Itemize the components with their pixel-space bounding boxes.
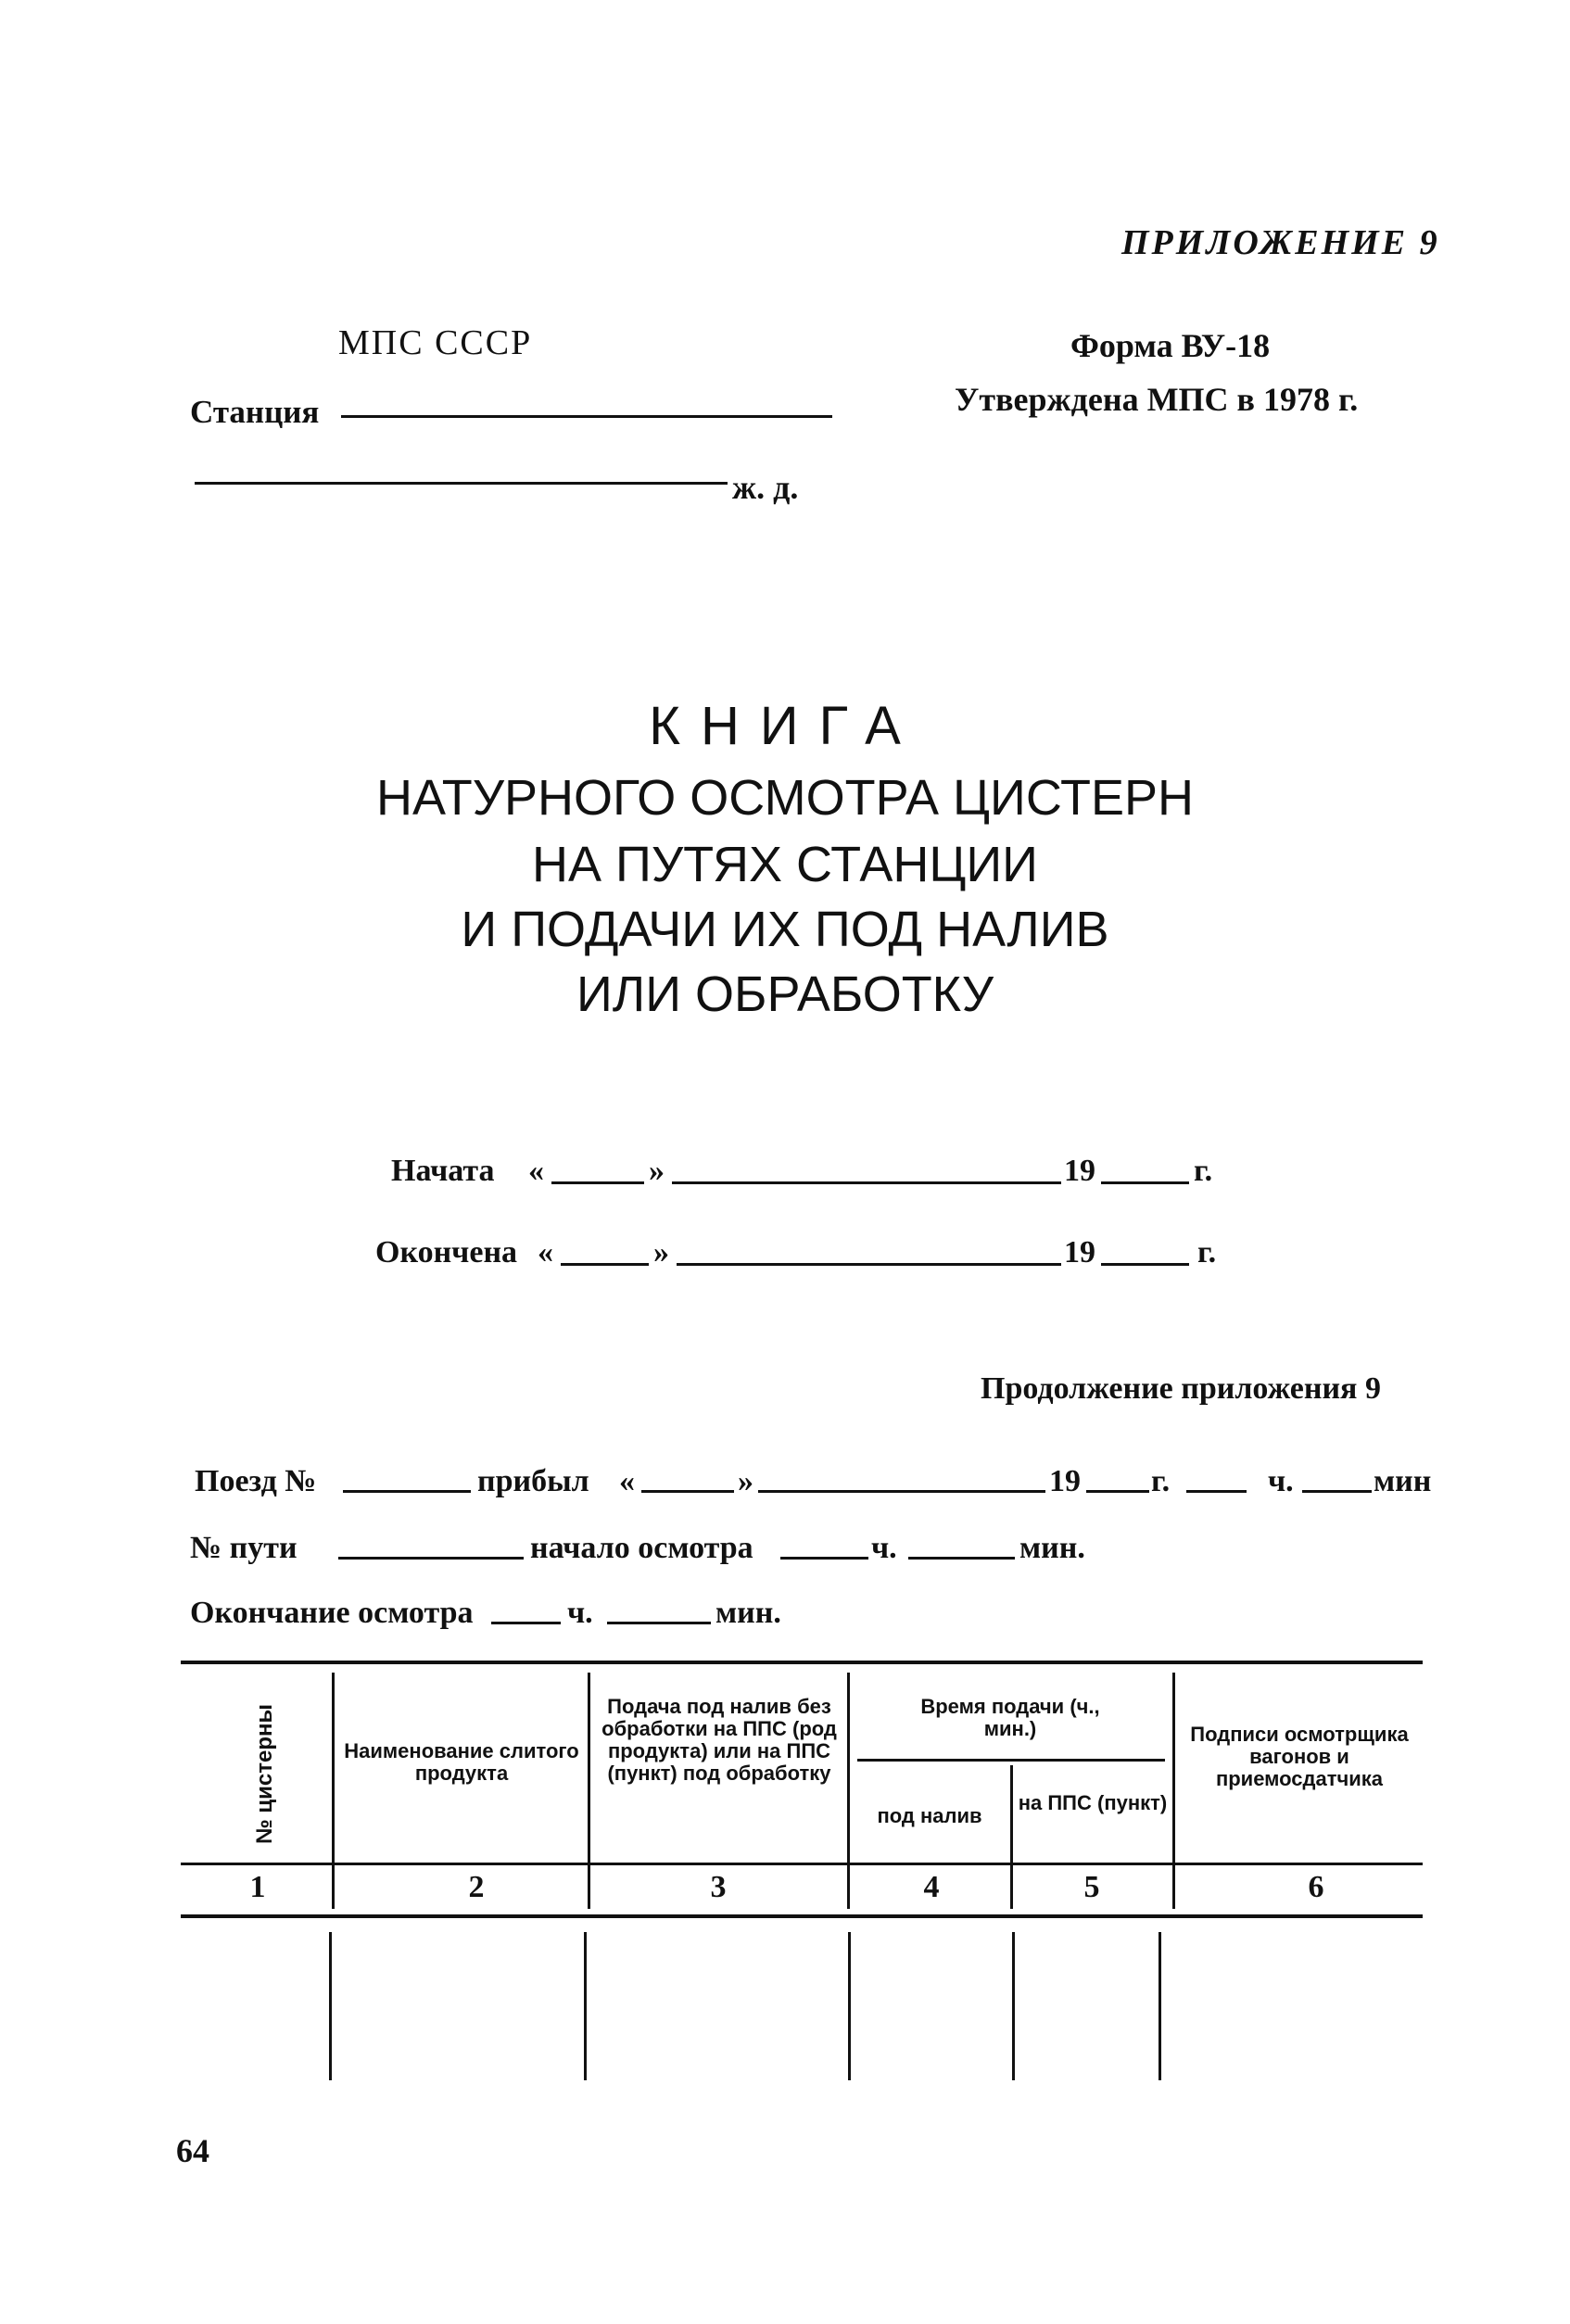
arrived-minutes-label: мин — [1374, 1464, 1432, 1498]
inspection-end-minutes-line[interactable] — [607, 1622, 711, 1624]
inspection-start-hours-line[interactable] — [780, 1557, 868, 1560]
arrived-quote-close: » — [738, 1464, 753, 1498]
table-vrule-5 — [1172, 1673, 1175, 1909]
col-number-4: 4 — [923, 1870, 940, 1904]
finished-quote-open: « — [538, 1235, 553, 1269]
table-subgroup-rule — [857, 1759, 1165, 1762]
table-body-vrule-4 — [1012, 1932, 1015, 2080]
table-vrule-4 — [1010, 1765, 1013, 1909]
title-line-1: КНИГА — [649, 696, 921, 756]
col-header-product-name: Наименование слитого продукта — [344, 1739, 579, 1785]
col-header-tank-number: № цистерны — [252, 1703, 277, 1844]
arrived-year-suffix: г. — [1151, 1464, 1171, 1498]
arrived-quote-open: « — [619, 1464, 635, 1498]
approval-note: Утверждена МПС в 1978 г. — [955, 381, 1359, 418]
station-blank-line[interactable] — [341, 415, 832, 418]
appendix-label: ПРИЛОЖЕНИЕ 9 — [1121, 223, 1440, 262]
title-line-2: НАТУРНОГО ОСМОТРА ЦИСТЕРН — [375, 770, 1195, 826]
col-number-3: 3 — [710, 1870, 727, 1904]
started-year-line[interactable] — [1101, 1181, 1189, 1184]
inspection-end-label: Окончание осмотра — [190, 1596, 474, 1630]
started-month-line[interactable] — [672, 1181, 1061, 1184]
finished-year-suffix: г. — [1197, 1235, 1217, 1269]
col-header-signatures: Подписи осмотрщика вагонов и приемосдатчика — [1190, 1723, 1409, 1790]
inspection-end-minutes-label: мин. — [715, 1596, 781, 1630]
col-number-5: 5 — [1083, 1870, 1100, 1904]
table-vrule-2 — [588, 1673, 590, 1909]
table-header-rule — [181, 1863, 1423, 1865]
inspection-start-hours-label: ч. — [871, 1531, 897, 1565]
train-label: Поезд № — [195, 1464, 317, 1498]
railway-blank-line[interactable] — [195, 482, 728, 485]
col-number-6: 6 — [1308, 1870, 1324, 1904]
form-code: Форма ВУ-18 — [1070, 327, 1271, 364]
track-number-line[interactable] — [338, 1557, 524, 1560]
title-line-5: ИЛИ ОБРАБОТКУ — [576, 966, 994, 1022]
started-day-line[interactable] — [551, 1181, 644, 1184]
started-year-prefix: 19 — [1064, 1154, 1095, 1188]
table-body-vrule-1 — [329, 1932, 332, 2080]
col-number-1: 1 — [249, 1870, 266, 1904]
started-label: Начата — [391, 1154, 495, 1188]
station-label: Станция — [190, 394, 320, 430]
arrived-day-line[interactable] — [641, 1490, 734, 1493]
title-line-3: НА ПУТЯХ СТАНЦИИ — [532, 837, 1038, 892]
table-number-rule — [181, 1914, 1423, 1918]
table-top-rule — [181, 1661, 1423, 1664]
started-year-suffix: г. — [1194, 1154, 1213, 1188]
col-header-supply: Подача под налив без обработки на ППС (род продукта) или на ППС (пункт) под обработку — [601, 1695, 837, 1785]
inspection-start-minutes-label: мин. — [1019, 1531, 1085, 1565]
arrived-hours-line[interactable] — [1186, 1490, 1247, 1493]
arrived-year-line[interactable] — [1086, 1490, 1149, 1493]
col-number-2: 2 — [468, 1870, 485, 1904]
finished-year-prefix: 19 — [1064, 1235, 1095, 1269]
table-vrule-1 — [332, 1673, 335, 1909]
arrived-month-line[interactable] — [758, 1490, 1045, 1493]
continuation-label: Продолжение приложения 9 — [981, 1371, 1381, 1406]
ministry-label: МПС СССР — [338, 323, 533, 362]
table-body-vrule-3 — [848, 1932, 851, 2080]
arrived-hours-label: ч. — [1268, 1464, 1294, 1498]
table-body-vrule-5 — [1159, 1932, 1161, 2080]
track-label: № пути — [190, 1531, 298, 1565]
page-number: 64 — [176, 2132, 209, 2169]
title-line-4: И ПОДАЧИ ИХ ПОД НАЛИВ — [461, 902, 1109, 957]
finished-quote-close: » — [653, 1235, 669, 1269]
arrived-year-prefix: 19 — [1049, 1464, 1081, 1498]
col-header-to-pps: на ППС (пункт) — [1018, 1791, 1168, 1814]
arrived-label: прибыл — [477, 1464, 589, 1498]
table-body-vrule-2 — [584, 1932, 587, 2080]
finished-day-line[interactable] — [561, 1263, 649, 1266]
finished-year-line[interactable] — [1101, 1263, 1189, 1266]
table-vrule-3 — [847, 1673, 850, 1909]
inspection-end-hours-label: ч. — [567, 1596, 593, 1630]
started-quote-close: » — [649, 1154, 665, 1188]
inspection-start-label: начало осмотра — [530, 1531, 753, 1565]
railway-suffix: ж. д. — [732, 469, 799, 506]
train-number-line[interactable] — [343, 1490, 471, 1493]
inspection-start-minutes-line[interactable] — [908, 1557, 1015, 1560]
arrived-minutes-line[interactable] — [1302, 1490, 1372, 1493]
col-header-time-group: Время подачи (ч., мин.) — [920, 1695, 1100, 1740]
finished-label: Окончена — [375, 1235, 518, 1269]
started-quote-open: « — [528, 1154, 544, 1188]
col-header-under-fill: под налив — [877, 1804, 982, 1827]
inspection-end-hours-line[interactable] — [491, 1622, 561, 1624]
finished-month-line[interactable] — [677, 1263, 1061, 1266]
